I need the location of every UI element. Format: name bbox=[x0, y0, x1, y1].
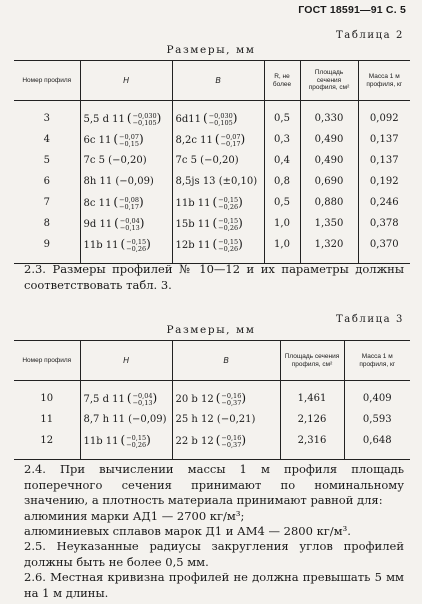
dimension-b bbox=[172, 150, 264, 171]
profile-number bbox=[14, 108, 80, 129]
spacer-cell bbox=[172, 101, 264, 109]
radius-r bbox=[264, 171, 300, 192]
table-row bbox=[14, 171, 410, 192]
dimension-h-value: 11b 11 bbox=[83, 436, 119, 447]
table-row bbox=[14, 409, 410, 430]
dimension-h-value: 7,5 d 11 bbox=[83, 394, 125, 405]
dimension-b-value: 12b 11 bbox=[175, 240, 211, 251]
dimension-b-tol-lower: −0,26 bbox=[218, 202, 239, 211]
dimension-b-tolerance bbox=[221, 435, 241, 448]
spacer-cell bbox=[280, 451, 344, 460]
section-area-value: 0,490 bbox=[314, 134, 344, 145]
section-area-value: 0,330 bbox=[314, 113, 344, 124]
mass-per-meter bbox=[344, 388, 410, 409]
section-area bbox=[300, 234, 358, 255]
dimension-b bbox=[172, 213, 264, 234]
dimension-h-tol-upper: −0,04 bbox=[132, 392, 153, 400]
dimension-h-paren-close: ) bbox=[146, 237, 151, 251]
table2-body bbox=[14, 101, 410, 264]
dimension-b-tolerance bbox=[221, 393, 241, 406]
spacer-cell bbox=[358, 101, 410, 109]
dimension-b-paren-open: ( bbox=[212, 216, 218, 230]
dimension-h bbox=[80, 430, 172, 451]
mass-per-meter bbox=[358, 213, 410, 234]
dimension-h-paren-close: ) bbox=[152, 391, 158, 405]
spacer-cell bbox=[300, 101, 358, 109]
dimension-h-paren-close: ) bbox=[139, 216, 145, 230]
table3-body bbox=[14, 381, 410, 460]
dimension-h bbox=[80, 234, 172, 255]
dimension-h bbox=[80, 150, 172, 171]
t2-header-b: В bbox=[172, 61, 264, 101]
dimension-b-paren-open: ( bbox=[215, 391, 221, 405]
radius-r bbox=[264, 129, 300, 150]
radius-r bbox=[264, 213, 300, 234]
spacer-cell bbox=[14, 451, 80, 460]
dimension-b-tol-upper: −0,030 bbox=[208, 112, 233, 120]
t3-header-h: Н bbox=[80, 341, 172, 381]
table-row bbox=[14, 388, 410, 409]
dimension-h-tol-lower: −0,105 bbox=[132, 118, 157, 127]
dimension-b-value: 15b 11 bbox=[175, 219, 211, 230]
dimension-b-tol-lower: −0,17 bbox=[220, 139, 241, 148]
spacer-cell bbox=[172, 451, 280, 460]
spacer-cell bbox=[14, 381, 80, 389]
mass-per-meter-value: 0,378 bbox=[369, 218, 399, 229]
profile-number-value: 4 bbox=[43, 134, 50, 145]
dimension-h-paren-close: ) bbox=[138, 132, 144, 146]
profile-number bbox=[14, 150, 80, 171]
radius-r-value: 0,8 bbox=[274, 176, 290, 187]
section-area-value: 2,316 bbox=[297, 435, 327, 446]
dimension-b-value: 22 b 12 bbox=[175, 436, 214, 447]
mass-per-meter bbox=[358, 234, 410, 255]
dimension-b bbox=[172, 409, 280, 430]
spacer-cell bbox=[80, 451, 172, 460]
table-row bbox=[14, 150, 410, 171]
radius-r-value: 0,5 bbox=[274, 113, 290, 124]
dimension-h-tolerance bbox=[133, 393, 153, 406]
dimension-b-paren-close: ) bbox=[240, 132, 246, 146]
dimension-h-tolerance bbox=[133, 113, 157, 126]
section-area bbox=[300, 171, 358, 192]
spacer-cell bbox=[344, 381, 410, 389]
section-area bbox=[280, 430, 344, 451]
dimension-h-tol-upper: −0,07 bbox=[119, 133, 139, 141]
radius-r-value: 1,0 bbox=[274, 239, 290, 250]
dimension-b-paren-open: ( bbox=[212, 237, 218, 251]
profile-number bbox=[14, 192, 80, 213]
dimension-b-tol-lower: −0,105 bbox=[208, 118, 233, 127]
profile-number-value: 8 bbox=[43, 218, 50, 229]
section-area bbox=[300, 129, 358, 150]
dimension-b-tol-lower: −0,37 bbox=[221, 440, 242, 449]
spacer-cell bbox=[344, 451, 410, 460]
profile-number-value: 11 bbox=[40, 414, 54, 425]
section-area-value: 1,320 bbox=[314, 239, 344, 250]
mass-per-meter-value: 0,092 bbox=[369, 113, 399, 124]
dimension-h-paren-close: ) bbox=[146, 433, 151, 447]
dimension-b-tol-upper: −0,15 bbox=[218, 217, 239, 225]
spacer-cell bbox=[80, 101, 172, 109]
dimension-h-tol-upper: −0,15 bbox=[126, 238, 147, 246]
dimension-b bbox=[172, 108, 264, 129]
dimension-b bbox=[172, 129, 264, 150]
dimension-b-tol-lower: −0,37 bbox=[221, 398, 242, 407]
dimension-b-value: 8,2c 11 bbox=[175, 135, 213, 146]
mass-per-meter-value: 0,370 bbox=[369, 239, 399, 250]
spacer-cell bbox=[80, 381, 172, 389]
dimension-b bbox=[172, 171, 264, 192]
dimension-b-paren-open: ( bbox=[214, 132, 220, 146]
dimension-b-tol-upper: −0,15 bbox=[218, 238, 239, 246]
dimension-h-paren-open: ( bbox=[120, 237, 126, 251]
dimension-b-value: 6d11 bbox=[175, 114, 201, 125]
dimension-h bbox=[80, 213, 172, 234]
dimension-b-tolerance bbox=[218, 197, 238, 210]
section-area bbox=[280, 388, 344, 409]
dimension-b-tol-lower: −0,26 bbox=[218, 223, 239, 232]
dimension-h bbox=[80, 409, 172, 430]
dimension-b-tol-upper: −0,16 bbox=[221, 434, 242, 442]
table-row bbox=[14, 192, 410, 213]
dimension-h-paren-close: ) bbox=[156, 111, 162, 125]
profile-number bbox=[14, 129, 80, 150]
section-area-value: 0,880 bbox=[314, 197, 344, 208]
dimension-h-value: 8,7 h 11 (−0,09) bbox=[83, 414, 167, 425]
dimension-h-tol-lower: −0,17 bbox=[119, 202, 139, 211]
table-row bbox=[14, 213, 410, 234]
profile-number-value: 9 bbox=[43, 239, 50, 250]
dimension-h-paren-open: ( bbox=[120, 433, 126, 447]
radius-r bbox=[264, 150, 300, 171]
spacer-cell bbox=[172, 381, 280, 389]
dimension-b-paren-open: ( bbox=[203, 111, 208, 125]
radius-r bbox=[264, 108, 300, 129]
table3-label: Таблица 3 bbox=[335, 314, 404, 325]
mass-per-meter-value: 0,593 bbox=[362, 414, 392, 425]
table-row bbox=[14, 234, 410, 255]
profile-number bbox=[14, 171, 80, 192]
t2-header-area: Площадь сечения профиля, см² bbox=[300, 61, 358, 101]
dimension-b-paren-close: ) bbox=[241, 391, 247, 405]
dimension-b-tolerance bbox=[221, 134, 241, 147]
dimension-h-tolerance bbox=[126, 239, 146, 252]
dimension-h-tol-upper: −0,08 bbox=[119, 196, 139, 204]
t3-header-b: В bbox=[172, 341, 280, 381]
profile-number-value: 12 bbox=[40, 435, 54, 446]
dimension-b bbox=[172, 192, 264, 213]
table-row bbox=[14, 430, 410, 451]
dimension-b-paren-open: ( bbox=[215, 433, 221, 447]
spacer-cell bbox=[14, 101, 80, 109]
para-2-4-a: 2.4. При вычислении массы 1 м профиля площадь поперечного сечения принимают по номинальному значению, а плотность материала принимают равной для: bbox=[24, 462, 404, 507]
mass-per-meter-value: 0,409 bbox=[362, 393, 392, 404]
dimension-h bbox=[80, 171, 172, 192]
mass-per-meter bbox=[358, 108, 410, 129]
section-area bbox=[300, 150, 358, 171]
profile-number-value: 10 bbox=[40, 393, 54, 404]
dimension-b-tolerance bbox=[209, 113, 233, 126]
profile-number-value: 3 bbox=[43, 113, 50, 124]
t3-header-area: Площадь сечения профиля, см² bbox=[280, 341, 344, 381]
mass-per-meter bbox=[358, 129, 410, 150]
para-2-4-b: алюминия марки АД1 — 2700 кг/м³; bbox=[24, 509, 245, 523]
dimension-b-value: 25 h 12 (−0,21) bbox=[175, 414, 256, 425]
dimension-b-tol-upper: −0,15 bbox=[218, 196, 239, 204]
para-2-4-c: алюминиевых сплавов марок Д1 и АМ4 — 2800 кг/м³. bbox=[24, 524, 351, 538]
t3-header-num: Номер профиля bbox=[14, 341, 80, 381]
table2-units-caption: Размеры, мм bbox=[166, 44, 256, 56]
section-area-value: 1,350 bbox=[314, 218, 344, 229]
dimension-h-tol-lower: −0,13 bbox=[132, 398, 153, 407]
dimension-h-tolerance bbox=[120, 218, 140, 231]
dimension-h-tolerance bbox=[119, 197, 139, 210]
dimension-h-tolerance bbox=[126, 435, 146, 448]
dimension-h-value: 11b 11 bbox=[83, 240, 119, 251]
dimension-h-tol-upper: −0,15 bbox=[126, 434, 147, 442]
dimension-h-value: 8h 11 (−0,09) bbox=[83, 176, 154, 187]
mass-per-meter bbox=[344, 409, 410, 430]
dimension-h-tol-lower: −0,26 bbox=[126, 440, 147, 449]
dimension-b-tolerance bbox=[218, 239, 238, 252]
mass-per-meter bbox=[358, 171, 410, 192]
profile-number bbox=[14, 234, 80, 255]
dimension-b-paren-open: ( bbox=[212, 195, 218, 209]
mass-per-meter bbox=[358, 150, 410, 171]
mass-per-meter-value: 0,648 bbox=[362, 435, 392, 446]
profile-number bbox=[14, 409, 80, 430]
section-area-value: 0,690 bbox=[314, 176, 344, 187]
table3-units-caption: Размеры, мм bbox=[166, 324, 256, 336]
t2-header-h: Н bbox=[80, 61, 172, 101]
dimension-b-value: 11b 11 bbox=[175, 198, 211, 209]
mass-per-meter-value: 0,246 bbox=[369, 197, 399, 208]
dimension-b-tol-lower: −0,26 bbox=[218, 244, 239, 253]
radius-r-value: 0,5 bbox=[274, 197, 290, 208]
radius-r bbox=[264, 192, 300, 213]
dimension-h-tol-upper: −0,04 bbox=[119, 217, 140, 225]
mass-per-meter bbox=[344, 430, 410, 451]
dimension-h-paren-open: ( bbox=[126, 391, 132, 405]
profile-number bbox=[14, 388, 80, 409]
profile-number-value: 5 bbox=[43, 155, 50, 166]
page-header: ГОСТ 18591—91 С. 5 bbox=[298, 4, 406, 16]
section-area bbox=[280, 409, 344, 430]
mass-per-meter bbox=[358, 192, 410, 213]
dimension-b-paren-close: ) bbox=[238, 216, 243, 230]
dimension-b-tolerance bbox=[218, 218, 238, 231]
para-2-3: 2.3. Размеры профилей № 10—12 и их параметры должны соответствовать табл. 3. bbox=[24, 262, 404, 292]
dimension-b-paren-close: ) bbox=[238, 195, 243, 209]
dimension-h-paren-open: ( bbox=[113, 195, 119, 209]
table-row bbox=[14, 108, 410, 129]
radius-r-value: 0,4 bbox=[274, 155, 290, 166]
dimension-h-value: 9d 11 bbox=[83, 219, 113, 230]
dimension-h-paren-close: ) bbox=[138, 195, 144, 209]
dimension-h-paren-open: ( bbox=[126, 111, 132, 125]
dimension-h bbox=[80, 388, 172, 409]
dimension-h-value: 7c 5 (−0,20) bbox=[83, 155, 147, 166]
t2-header-num: Номер профиля bbox=[14, 61, 80, 101]
section-area bbox=[300, 108, 358, 129]
dimension-h-tol-lower: −0,13 bbox=[119, 223, 140, 232]
mass-per-meter-value: 0,192 bbox=[369, 176, 399, 187]
dimension-h-tol-upper: −0,030 bbox=[132, 112, 157, 120]
dimension-h-tol-lower: −0,15 bbox=[119, 139, 139, 148]
dimension-b-paren-close: ) bbox=[238, 237, 243, 251]
t2-header-mass: Масса 1 м профиля, кг bbox=[358, 61, 410, 101]
profile-number-value: 7 bbox=[43, 197, 50, 208]
dimension-h-tol-lower: −0,26 bbox=[126, 244, 147, 253]
para-2-5: 2.5. Неуказанные радиусы закругления углов профилей должны быть не более 0,5 мм. bbox=[24, 539, 404, 569]
section-area-value: 1,461 bbox=[297, 393, 327, 404]
dimension-h bbox=[80, 108, 172, 129]
table-row bbox=[14, 129, 410, 150]
dimension-h-value: 6c 11 bbox=[83, 135, 112, 146]
para-2-6: 2.6. Местная кривизна профилей не должна превышать 5 мм на 1 м длины. bbox=[24, 570, 404, 600]
section-area bbox=[300, 192, 358, 213]
dimension-h-value: 5,5 d 11 bbox=[83, 114, 125, 125]
profile-number-value: 6 bbox=[43, 176, 50, 187]
dimension-h-tolerance bbox=[119, 134, 139, 147]
profile-number bbox=[14, 213, 80, 234]
dimension-b-value: 7c 5 (−0,20) bbox=[175, 155, 239, 166]
section-area bbox=[300, 213, 358, 234]
table3 bbox=[14, 340, 410, 460]
spacer-cell bbox=[264, 101, 300, 109]
section-area-value: 0,490 bbox=[314, 155, 344, 166]
dimension-h-paren-open: ( bbox=[113, 132, 119, 146]
dimension-b bbox=[172, 388, 280, 409]
dimension-b bbox=[172, 430, 280, 451]
dimension-b-value: 8,5js 13 (±0,10) bbox=[175, 176, 258, 187]
radius-r-value: 1,0 bbox=[274, 218, 290, 229]
dimension-b-tol-upper: −0,07 bbox=[220, 133, 241, 141]
spacer-cell bbox=[280, 381, 344, 389]
profile-number bbox=[14, 430, 80, 451]
dimension-h-value: 8c 11 bbox=[83, 198, 112, 209]
mass-per-meter-value: 0,137 bbox=[369, 134, 399, 145]
table2-label: Таблица 2 bbox=[335, 30, 404, 41]
t2-header-r: R, не более bbox=[264, 61, 300, 101]
mass-per-meter-value: 0,137 bbox=[369, 155, 399, 166]
radius-r bbox=[264, 234, 300, 255]
dimension-h bbox=[80, 129, 172, 150]
table2 bbox=[14, 60, 410, 264]
dimension-h-paren-open: ( bbox=[114, 216, 119, 230]
t3-header-mass: Масса 1 м профиля, кг bbox=[344, 341, 410, 381]
radius-r-value: 0,3 bbox=[274, 134, 290, 145]
dimension-b-value: 20 b 12 bbox=[175, 394, 214, 405]
dimension-b-paren-close: ) bbox=[232, 111, 238, 125]
dimension-b-paren-close: ) bbox=[241, 433, 247, 447]
dimension-h bbox=[80, 192, 172, 213]
dimension-b-tol-upper: −0,16 bbox=[221, 392, 242, 400]
dimension-b bbox=[172, 234, 264, 255]
section-area-value: 2,126 bbox=[297, 414, 327, 425]
